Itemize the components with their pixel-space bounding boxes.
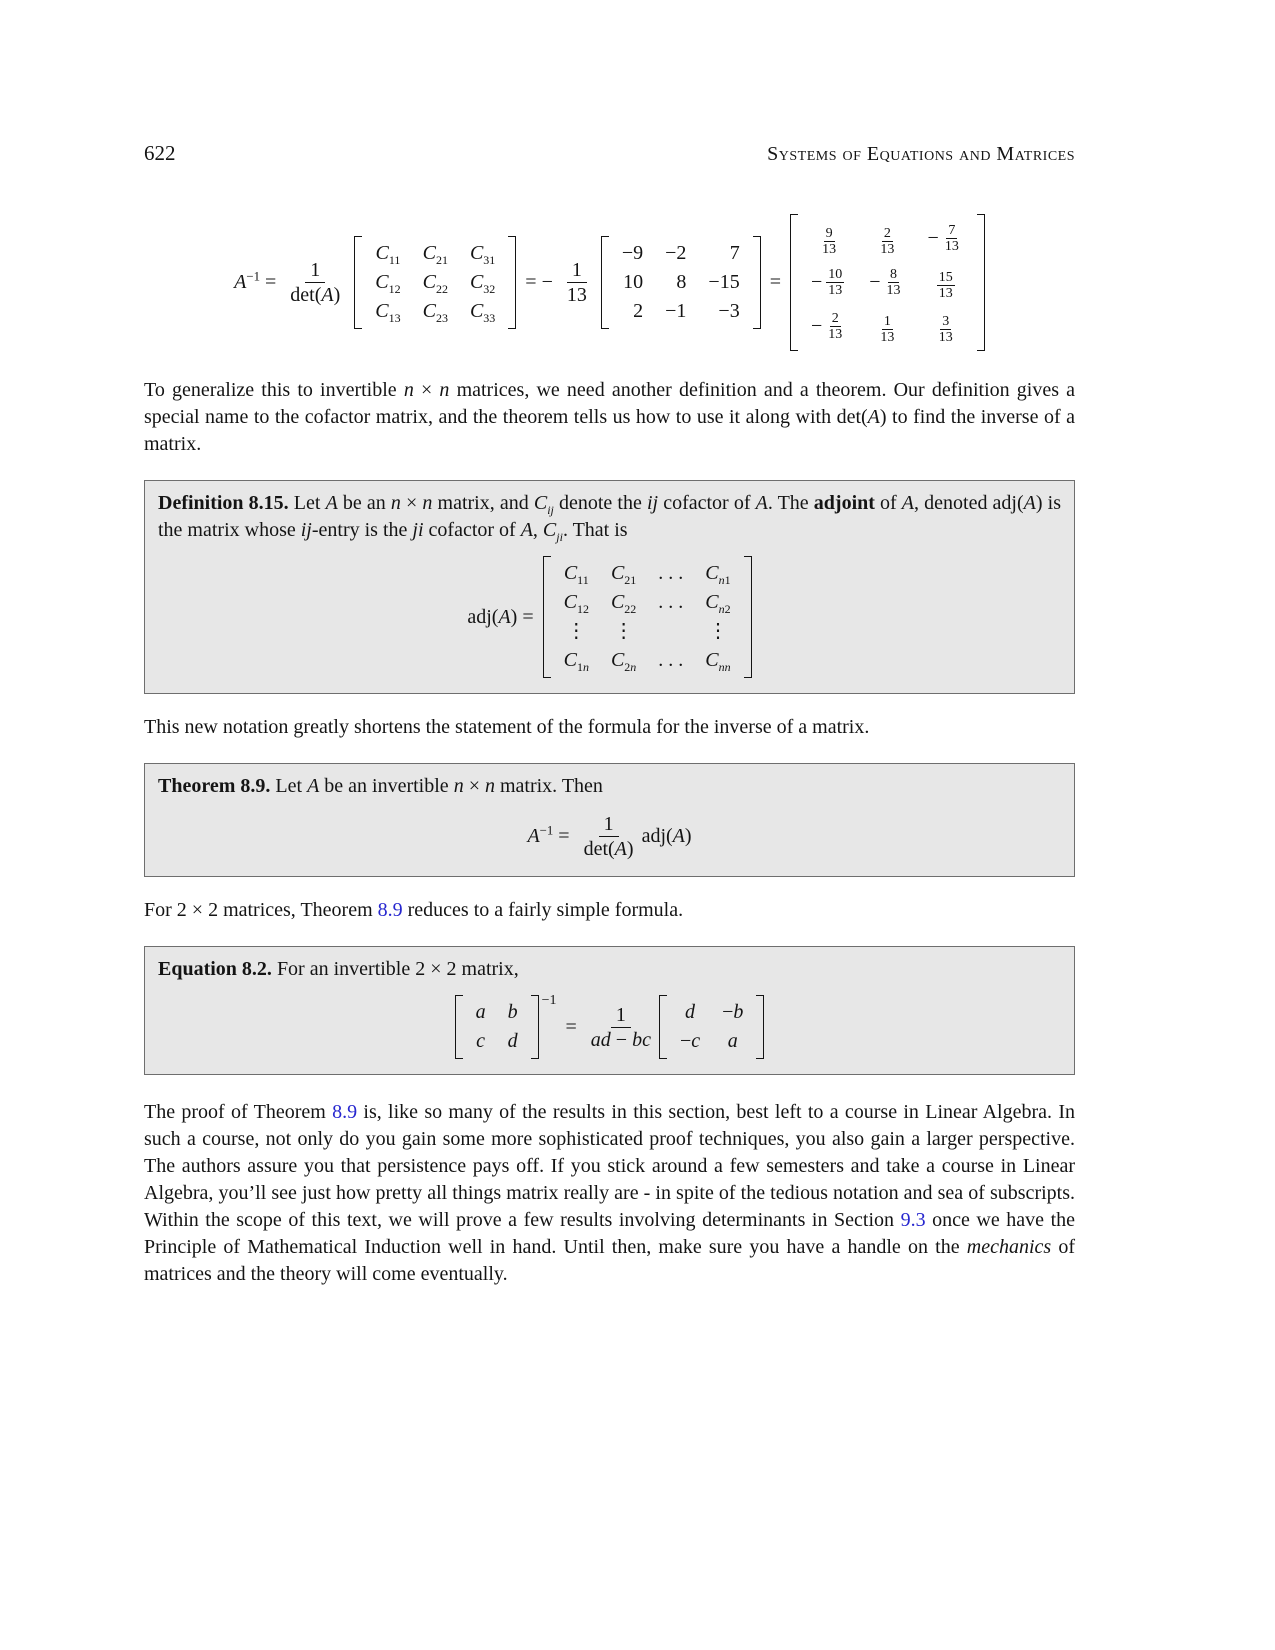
- adjoint-equation: [158, 556, 1061, 678]
- matrix-fraction: [875, 314, 899, 346]
- section-link[interactable]: 8.9: [377, 899, 403, 922]
- minus-sign: −: [869, 271, 881, 294]
- matrix-cell: 2: [633, 300, 644, 323]
- matrix-cell: $C_{32}$: [469, 271, 496, 297]
- matrix-cell: [869, 267, 905, 299]
- matrix-cell: $C_{n1}$: [705, 562, 731, 588]
- theorem-8-9-box: [144, 763, 1075, 877]
- equals-sign-2x2: =: [565, 1015, 577, 1038]
- fraction-denominator: 13: [880, 329, 895, 345]
- result-fraction-matrix: [790, 214, 985, 351]
- fraction-numerator: 1: [883, 313, 891, 329]
- matrix-cell: $C_{23}$: [422, 300, 448, 326]
- right-bracket: [977, 214, 985, 351]
- matrix-fraction: [882, 267, 906, 299]
- fraction-denominator: 13: [938, 286, 953, 302]
- definition-text: Definition 8.15. Let A be an n × n matrix, and $C_{ij}$ denote the ij cofactor of A. The adjoint of A, denoted adj(A) is the matrix whose ij-entry is the ji cofactor of A, $C_{ji}$. That is: [158, 492, 1061, 545]
- matrix-cell: [928, 223, 964, 255]
- equals-sign: =: [769, 271, 781, 294]
- matrix-cell: a: [727, 1030, 738, 1053]
- matrix-cell: $C_{12}$: [563, 591, 589, 617]
- fraction-numerator: 7: [948, 223, 956, 238]
- matrix-exponent: −1: [541, 993, 557, 1009]
- minus-sign: −: [810, 314, 823, 337]
- left-bracket: [601, 236, 609, 329]
- matrix-fraction: [823, 311, 847, 343]
- matrix-cell: [934, 264, 958, 302]
- matrix-cell: 7: [729, 242, 740, 265]
- fraction-denominator: 13: [566, 284, 587, 307]
- minus-sign: −: [810, 271, 823, 294]
- equation-lhs: $A^{-1}$ =: [234, 269, 277, 294]
- matrix-cell: ⋮: [613, 620, 634, 643]
- matrix-cell: [875, 220, 899, 258]
- matrix-cell: −1: [665, 300, 687, 323]
- section-link[interactable]: 9.3: [900, 1209, 926, 1232]
- left-bracket: [659, 995, 667, 1059]
- fraction-numerator: 2: [883, 226, 891, 241]
- right-bracket: [756, 995, 764, 1059]
- fraction-numerator: 2: [831, 310, 839, 326]
- rhs-2x2-group: [586, 995, 765, 1059]
- left-bracket: [790, 214, 798, 351]
- abcd-matrix-group: [455, 995, 557, 1059]
- fraction-denominator: 13: [822, 242, 837, 258]
- matrix-fraction: [823, 267, 847, 299]
- matrix-cell: 8: [676, 271, 687, 294]
- matrix-cell: $C_{nn}$: [705, 649, 731, 675]
- adbc-fraction: [586, 1003, 656, 1052]
- abcd-matrix: [455, 995, 539, 1059]
- matrix-cell: c: [476, 1030, 486, 1053]
- equation-text: Equation 8.2. For an invertible 2 × 2 matrix,: [158, 958, 519, 981]
- inverse-2x2-formula: [158, 995, 1061, 1059]
- matrix-cell: [811, 311, 847, 343]
- det-fraction: [285, 258, 345, 307]
- matrix-cell: $C_{11}$: [375, 242, 401, 268]
- theorem-formula-rhs-group: [579, 812, 692, 861]
- fraction-denominator: 13: [828, 283, 843, 299]
- paragraph-notation: This new notation greatly shortens the statement of the formula for the inverse of a matrix.: [144, 716, 870, 739]
- section-link[interactable]: 8.9: [332, 1101, 358, 1124]
- fraction-denominator: det(A): [583, 838, 634, 861]
- matrix-cell: $C_{1n}$: [563, 649, 589, 675]
- one-thirteenth-fraction: [562, 258, 592, 307]
- equals-minus-sign: = −: [525, 271, 553, 294]
- fraction-numerator: 1: [567, 258, 587, 283]
- matrix-cell: ⋮: [707, 620, 728, 643]
- matrix-fraction: [817, 226, 841, 258]
- theorem-text: Theorem 8.9. Let A be an invertible n × n matrix. Then: [158, 775, 603, 798]
- matrix-cell: $C_{n2}$: [705, 591, 731, 617]
- paragraph-generalize: To generalize this to invertible n × n matrices, we need another definition and a theorem. Our definition gives a special name to the cofactor matrix, and the theorem tells us how to use it along with det(A) to find the inverse of a matrix.: [144, 379, 1076, 456]
- fraction-numerator: 3: [942, 313, 950, 329]
- fraction-denominator: 13: [944, 239, 959, 255]
- matrix-cell: −b: [722, 1001, 744, 1024]
- equation-8-2-box: [144, 946, 1075, 1075]
- matrix-cell: $C_{11}$: [563, 562, 589, 588]
- right-bracket: [744, 556, 752, 678]
- fraction-denominator: 13: [828, 326, 843, 342]
- matrix-cell: $C_{33}$: [469, 300, 496, 326]
- theorem-det-fraction: [579, 812, 639, 861]
- cofactor-matrix: [354, 236, 516, 329]
- fraction-numerator: 10: [828, 266, 843, 282]
- inverse-2x2-matrix: [659, 995, 764, 1059]
- theorem-formula: [158, 812, 1061, 861]
- paragraph-proof: The proof of Theorem 8.9 is, like so many of the results in this section, best left to a course in Linear Algebra. In such a course, not only do you gain some more sophisticated proof techniques, you also gain a larger perspective. The authors assure you that persistence pays off. If you stick around a few semesters and take a course in Linear Algebra, you’ll see just how pretty all things matrix really are - in spite of the tedious notation and sea of subscripts. Within the scope of this text, we will prove a few results involving determinants in Section 9.3 once we have the Principle of Mathematical Induction well in hand. Until then, make sure you have a handle on the mechanics of matrices and the theory will come eventually.: [144, 1101, 1076, 1286]
- right-bracket: [753, 236, 761, 329]
- number-matrix: [601, 236, 761, 329]
- fraction-denominator: det(A): [290, 284, 341, 307]
- matrix-cell: −c: [679, 1030, 701, 1053]
- left-bracket: [455, 995, 463, 1059]
- right-bracket: [508, 236, 516, 329]
- matrix-inverse-equation: [144, 214, 1075, 351]
- matrix-cell: −15: [708, 271, 740, 294]
- matrix-cell: [875, 308, 899, 346]
- adjoint-lhs: adj(A) =: [467, 605, 534, 628]
- matrix-cell: $C_{13}$: [375, 300, 401, 326]
- matrix-cell: 10: [623, 271, 644, 294]
- matrix-cell: b: [507, 1001, 518, 1024]
- left-bracket: [543, 556, 551, 678]
- fraction-numerator: 9: [825, 226, 833, 241]
- fraction-numerator: 1: [305, 258, 325, 283]
- fraction-denominator: 13: [880, 242, 895, 258]
- left-bracket: [354, 236, 362, 329]
- adjoint-matrix: [543, 556, 752, 678]
- paragraph-2x2: For 2 × 2 matrices, Theorem 8.9 reduces to a fairly simple formula.: [144, 899, 684, 922]
- matrix-cell: . . .: [658, 591, 684, 614]
- matrix-cell: [934, 308, 958, 346]
- right-bracket: [531, 995, 539, 1059]
- matrix-cell: $C_{22}$: [610, 591, 637, 617]
- matrix-cell: d: [507, 1030, 518, 1053]
- page-number: 622: [144, 141, 176, 165]
- matrix-fraction: [940, 223, 964, 255]
- matrix-cell: $C_{2n}$: [610, 649, 637, 675]
- fraction-numerator: 8: [890, 266, 898, 282]
- fraction-numerator: 1: [599, 812, 619, 837]
- fraction-numerator: 15: [938, 269, 953, 285]
- matrix-cell: $C_{31}$: [469, 242, 496, 268]
- matrix-cell: a: [475, 1001, 486, 1024]
- fraction-denominator: 13: [886, 283, 901, 299]
- fraction-denominator: ad − bc: [590, 1028, 651, 1051]
- matrix-cell: $C_{21}$: [610, 562, 637, 588]
- matrix-fraction: [934, 314, 958, 346]
- matrix-cell: −9: [621, 242, 644, 265]
- matrix-cell: [817, 220, 841, 258]
- theorem-formula-lhs: $A^{-1}$ =: [527, 823, 570, 848]
- matrix-fraction: [875, 226, 899, 258]
- matrix-cell: −2: [665, 242, 687, 265]
- matrix-cell: . . .: [658, 649, 684, 672]
- minus-sign: −: [927, 227, 939, 250]
- definition-8-15-box: [144, 480, 1075, 694]
- running-head: Systems of Equations and Matrices: [767, 143, 1075, 165]
- fraction-numerator: 1: [611, 1003, 631, 1028]
- matrix-cell: ⋮: [566, 620, 587, 643]
- matrix-cell: −3: [718, 300, 740, 323]
- matrix-cell: $C_{12}$: [375, 271, 401, 297]
- matrix-cell: d: [685, 1001, 696, 1024]
- matrix-cell: $C_{22}$: [422, 271, 448, 297]
- page-header: [144, 0, 1075, 166]
- matrix-cell: [811, 267, 847, 299]
- fraction-denominator: 13: [938, 329, 953, 345]
- matrix-cell: . . .: [658, 562, 684, 585]
- theorem-adj-term: adj(A): [641, 825, 692, 848]
- matrix-fraction: [934, 270, 958, 302]
- matrix-cell: $C_{21}$: [422, 242, 448, 268]
